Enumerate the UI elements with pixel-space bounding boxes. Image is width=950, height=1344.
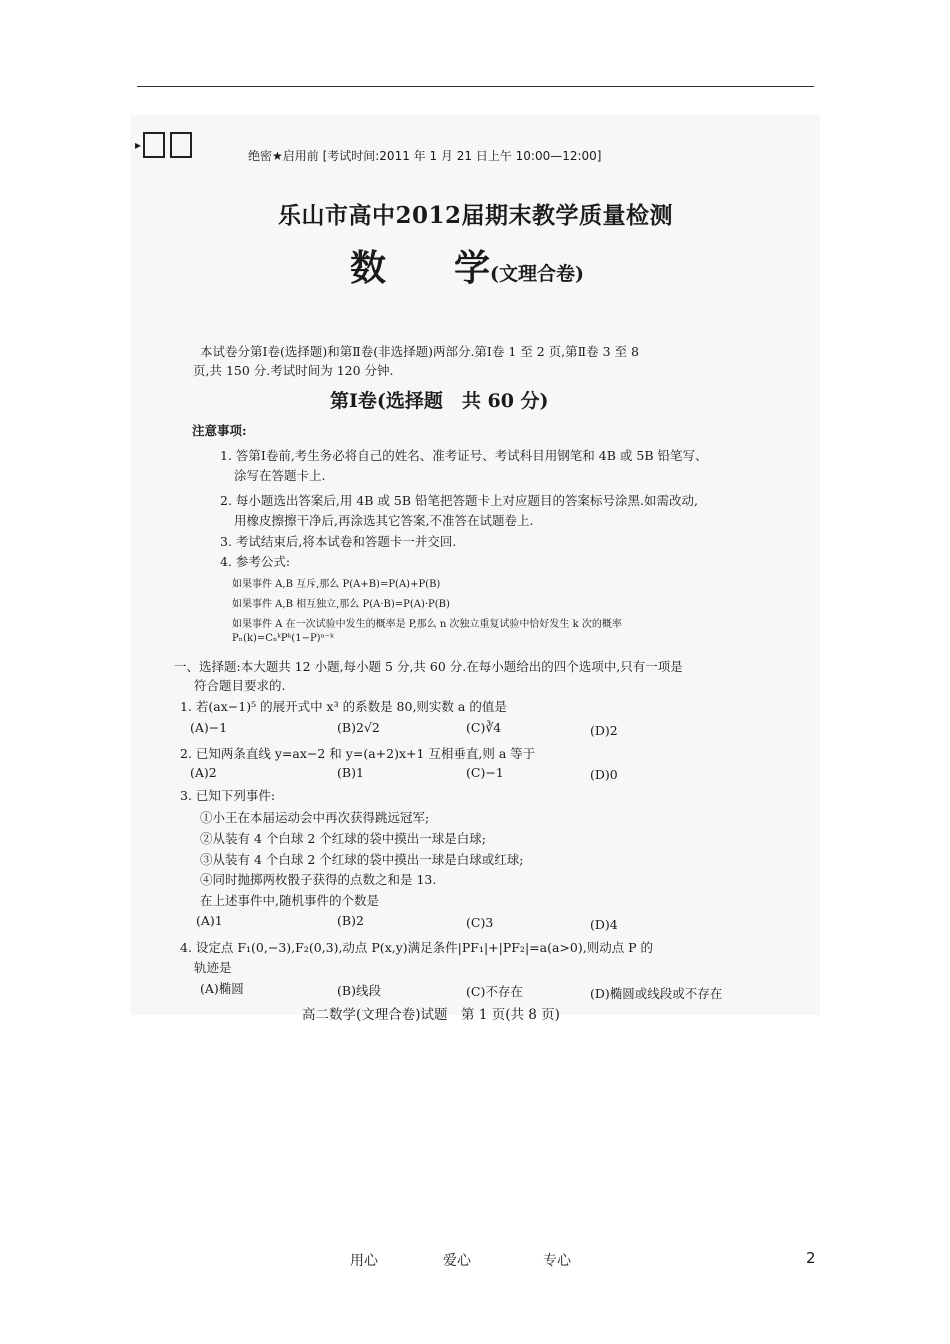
q3-event-3: ③从装有 4 个白球 2 个红球的袋中摸出一球是白球或红球;	[200, 852, 524, 867]
note-3: 3. 考试结束后,将本试卷和答题卡一并交回.	[220, 534, 457, 549]
subject-char-1: 数	[350, 247, 387, 289]
intro-line-2: 页,共 150 分.考试时间为 120 分钟.	[193, 363, 394, 378]
exam-title: 乐山市高中2012届期末教学质量检测	[278, 202, 674, 229]
q3-event-2: ②从装有 4 个白球 2 个红球的袋中摸出一球是白球;	[200, 831, 487, 846]
q3-question: 在上述事件中,随机事件的个数是	[200, 893, 379, 908]
note-1b: 涂写在答题卡上.	[234, 468, 326, 483]
exam-footer: 高二数学(文理合卷)试题 第 1 页(共 8 页)	[302, 1007, 560, 1023]
part-1-line-1: 一、选择题:本大题共 12 小题,每小题 5 分,共 60 分.在每小题给出的四个选项中,只有一项是	[174, 659, 683, 674]
q4-option-b: (B)线段	[337, 983, 381, 998]
formula-3: 如果事件 A 在一次试验中发生的概率是 P,那么 n 次独立重复试验中恰好发生 k 次的概率	[232, 619, 622, 630]
q3-event-1: ①小王在本届运动会中再次获得跳远冠军;	[200, 810, 430, 825]
note-4: 4. 参考公式:	[220, 554, 291, 569]
q2-option-a: (A)2	[190, 765, 217, 780]
q1-stem: 1. 若(ax−1)⁵ 的展开式中 x³ 的系数是 80,则实数 a 的值是	[180, 699, 507, 714]
q3-stem: 3. 已知下列事件:	[180, 788, 276, 803]
q4-option-a: (A)椭圆	[200, 981, 244, 996]
footer-word-1: 用心	[350, 1253, 378, 1269]
q1-option-c: (C)∛4	[466, 720, 502, 735]
formula-2: 如果事件 A,B 相互独立,那么 P(A·B)=P(A)·P(B)	[232, 599, 450, 610]
intro-line-1: 本试卷分第Ⅰ卷(选择题)和第Ⅱ卷(非选择题)两部分.第Ⅰ卷 1 至 2 页,第Ⅱ卷 3 至 8	[200, 344, 639, 359]
page-number: 2	[806, 1249, 816, 1267]
q2-option-b: (B)1	[337, 765, 364, 780]
q3-event-4: ④同时抛掷两枚骰子获得的点数之和是 13.	[200, 872, 437, 887]
seat-number-boxes	[135, 132, 197, 161]
q2-option-c: (C)−1	[466, 765, 504, 780]
q2-option-d: (D)0	[590, 767, 618, 782]
q3-option-b: (B)2	[337, 913, 364, 928]
q1-option-b: (B)2√2	[337, 720, 380, 735]
q3-option-c: (C)3	[466, 915, 494, 930]
q4-stem-1: 4. 设定点 F₁(0,−3),F₂(0,3),动点 P(x,y)满足条件|PF₁|+|PF₂|=a(a>0),则动点 P 的	[180, 940, 654, 955]
q4-option-d: (D)椭圆或线段或不存在	[590, 986, 723, 1001]
box-icon	[170, 132, 192, 158]
q2-stem: 2. 已知两条直线 y=ax−2 和 y=(a+2)x+1 互相垂直,则 a 等于	[180, 746, 536, 761]
q1-option-a: (A)−1	[190, 720, 228, 735]
footer-word-2: 爱心	[443, 1253, 471, 1269]
q1-option-d: (D)2	[590, 723, 618, 738]
note-2a: 2. 每小题选出答案后,用 4B 或 5B 铅笔把答题卡上对应题目的答案标号涂黑.如需改动,	[220, 493, 698, 508]
subject-char-2: 学	[454, 247, 491, 289]
section-1-title: 第Ⅰ卷(选择题 共 60 分)	[330, 390, 549, 412]
subject-tag: (文理合卷)	[490, 263, 585, 285]
formula-1: 如果事件 A,B 互斥,那么 P(A+B)=P(A)+P(B)	[232, 579, 441, 590]
q4-stem-2: 轨迹是	[194, 960, 232, 975]
secret-note: 绝密★启用前 [考试时间:2011 年 1 月 21 日上午 10:00—12:00]	[248, 149, 602, 163]
arrow-icon: ▸	[135, 138, 142, 152]
box-icon	[143, 132, 165, 158]
note-1a: 1. 答第Ⅰ卷前,考生务必将自己的姓名、准考证号、考试科目用钢笔和 4B 或 5B 铅笔写、	[220, 448, 708, 463]
top-rule	[137, 86, 814, 87]
footer-word-3: 专心	[543, 1253, 571, 1269]
q4-option-c: (C)不存在	[466, 984, 523, 999]
formula-4: Pₙ(k)=CₙᵏPᵏ(1−P)ⁿ⁻ᵏ	[232, 633, 334, 644]
notes-heading: 注意事项:	[192, 423, 247, 438]
note-2b: 用橡皮擦擦干净后,再涂选其它答案,不准答在试题卷上.	[234, 513, 534, 528]
part-1-line-2: 符合题目要求的.	[194, 678, 286, 693]
subject-title	[350, 240, 584, 291]
q3-option-d: (D)4	[590, 917, 618, 932]
q3-option-a: (A)1	[196, 913, 223, 928]
